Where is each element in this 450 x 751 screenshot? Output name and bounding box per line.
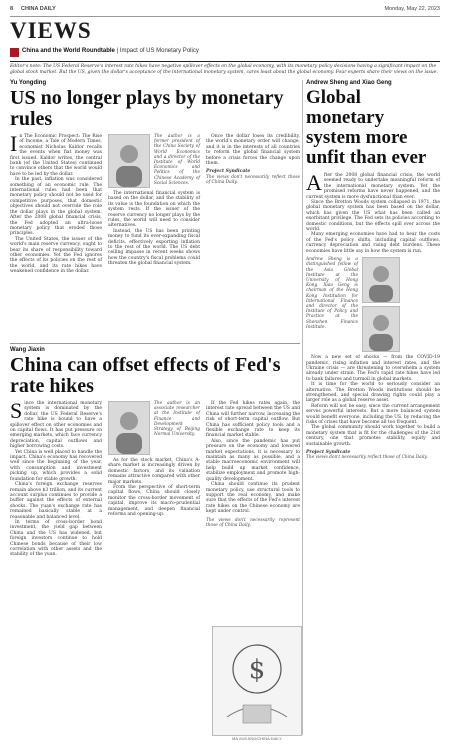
article1-disclaimer: The views don't necessarily reflect those of China Daily.: [206, 174, 300, 186]
person-icon: [109, 135, 149, 187]
article2-col-1: [10, 398, 102, 558]
article1-paragraph: Instead, the US has been printing money to fund its ever-expanding fiscal deficits, effectively exporting inflation to the rest of the world. The US debt ceiling impasse in recent weeks shows how the country's fiscal problems could threaten the global financial system.: [108, 228, 200, 267]
article3-bio: Andrew Sheng is a distinguished fellow of the Asia Global Institute at the University of Hong Kong. Xiao Geng is chairman of the Hong Kong Institution for International Finance and director of the Institute of Policy and Practice at the Shenzhen Finance Institute.: [306, 257, 358, 330]
article2-paragraph: China should continue its prudent monetary policy, use structural tools to support the real economy, and make sure that the effects of the Fed's interest rate hikes on the Chinese economy are kept under control.: [206, 482, 300, 515]
article1-col-2: [108, 134, 200, 267]
author-photo-sheng: [362, 257, 400, 303]
article2-paragraph: China's foreign exchange reserves remain above $3 trillion, and its current account surplus continues to provide a buffer against the effects of external shocks. The yuan's exchange rate has remained basically stable at a reasonable and balanced level.: [10, 482, 102, 520]
article1-body: [10, 131, 300, 339]
article3-paragraph: It is time for the world to seriously consider an alternative. The Bretton Woods institutions should be strengthened, and special drawing rights could play a larger role as a global reserve asset.: [306, 382, 440, 404]
article1-headline: US no longer plays by monetary rules: [10, 87, 284, 130]
person-icon: [109, 402, 149, 454]
article3-paragraph: Now a new set of shocks — from the COVID-19 pandemic, rising inflation and interest rates, and the Ukraine crisis — are threatening to overwhelm a system already under strain. The Fed's rapid rate hikes have led to bank failures and turmoil in global markets.: [306, 355, 440, 382]
person-icon: [363, 258, 399, 302]
article3-disclaimer: The views don't necessarily reflect those of China Daily.: [306, 455, 428, 461]
article2-col-3: [206, 401, 300, 528]
section-marker-icon: [10, 48, 19, 57]
article3-paragraph: The global community should work together to build a monetary system that is fit for the challenges of the 21st century, one that promotes stability, equity and sustainable growth.: [306, 425, 440, 447]
author-photo-xiao: [362, 306, 400, 352]
article2-byline: Wang Jiaxin: [10, 347, 45, 353]
article3-paragraph: Since the Bretton Woods system collapsed in 1971, the global monetary system has been based on the dollar, which has given the US what has been called an exorbitant privilege. The Fed sets its policies according to domestic conditions, but the effects spill over across the world.: [306, 200, 440, 233]
svg-text:$: $: [248, 655, 266, 685]
article1-bio: The author is a former president of the China Society of World Economics and a director of the Institute of World Economics and Politics of the Chinese Academy of Social Sciences.: [154, 134, 200, 186]
subtitle-bold: China and the World Roundtable: [22, 48, 115, 54]
section-subtitle-bar: [10, 47, 440, 59]
section-subtitle: [22, 48, 199, 54]
article1-source: Project Syndicate: [206, 169, 251, 175]
article2-paragraph: As for the stock market, China's A-share market is increasingly driven by domestic factors, and its valuation remains attractive compared with other major markets.: [108, 458, 200, 485]
article2-paragraph: If the Fed hikes rates again, the interest rate spread between the US and China will further narrow, increasing the risk of short-term capital outflow. But China has sufficient policy tools and a flexible exchange rate to keep its financial market stable.: [206, 401, 300, 439]
article2-headline: China can offset effects of Fed's rate hikes: [10, 354, 281, 397]
article3-paragraph: Many emerging economies have had to bear the costs of the Fed's policy shifts, including capital outflows, currency depreciation and rising debt burdens. These economies have little say in how the system is run.: [306, 232, 440, 254]
section-title: VIEWS: [10, 18, 92, 43]
editor-note: Editor's note: The US Federal Reserve's interest rate hikes have negative spillover effects on the global economy, with its monetary policy decisions having a significant impact on the global stock market. But the US, given the dollar's acceptance of the international monetary system, cares least about the global economy. Four experts share their views on the issue.: [10, 64, 438, 75]
editorial-cartoon: [212, 626, 302, 736]
article3-body: [306, 170, 440, 461]
article3-paragraph: Reform will not be easy, since the current arrangement serves powerful interests. But a more balanced system would benefit everyone, including the US, by reducing the risks of crises that have become all too frequent.: [306, 403, 440, 425]
article2-paragraph: ince the international monetary system is dominated by the dollar, the US Federal Reserve's rate hike is bound to have a spillover effect on other economies and on capital flows. It has put pressure on emerging markets, which face currency depreciation, capital outflows and higher borrowing costs.: [10, 401, 102, 450]
cartoon-illustration-icon: [213, 627, 301, 735]
cartoon-credit: MA XUEJING/CHINA DAILY: [232, 736, 282, 741]
article1-col-3: [206, 134, 300, 185]
article2-paragraph: In terms of cross-border bond investment, the yield gap between China and the US has widened, but foreign investors continue to hold Chinese bonds because of their low correlation with other assets and the stability of the yuan.: [10, 519, 102, 558]
article1-paragraph: The United States, the issuer of the world's main reserve currency, ought to bear its share of responsibility toward other economies. Yet the Fed ignores the effects of its policies on the rest of the world, and its rate hikes have weakened confidence in the dollar.: [10, 236, 102, 275]
article1-paragraph: Once the dollar loses its credibility, the world's monetary order will change, and it is in the interests of all countries to reform the global financial system before a crisis forces the change upon them.: [206, 134, 300, 167]
header-rule: [10, 61, 440, 62]
article3-dropcap: A: [306, 170, 322, 195]
article1-dropcap: I: [10, 131, 18, 156]
page-number: 8: [10, 6, 14, 12]
article2-paragraph: From the perspective of short-term capital flows, China should closely monitor the cross-border movement of capital, improve its macro-prudential management, and deepen financial reforms and opening-up.: [108, 485, 200, 518]
article2-col-2: [108, 401, 200, 517]
article1-byline: Yu Yongding: [10, 80, 47, 86]
author-photo-yu: [108, 134, 150, 188]
person-icon: [363, 307, 399, 351]
article3-byline: Andrew Sheng and Xiao Geng: [306, 80, 392, 86]
article2-dropcap: S: [10, 398, 23, 423]
subtitle-rest: | Impact of US Monetary Policy: [116, 48, 199, 54]
article2-disclaimer: The views don't necessarily represent those of China Daily.: [206, 517, 300, 528]
paper-name: CHINA DAILY: [21, 6, 56, 12]
article2-paragraph: Also, since the pandemic has put pressure on the economy and lowered market expectations, it is necessary to maintain as many as possible, and a stable macroeconomic environment will help build up market confidence, stabilize employment and promote high-quality development.: [206, 438, 300, 482]
article1-col-1: [10, 131, 102, 275]
article3-source: Project Syndicate: [306, 450, 351, 455]
article2-bio: The author is an associate researcher at the Institute of Finance and Development Strategy of Beijing Normal University.: [154, 401, 200, 438]
article1-paragraph: The international financial system is based on the dollar, and the stability of its value is the foundation on which the system rests. If the issuer of the reserve currency no longer plays by the rules, the world will need to consider alternatives.: [108, 191, 200, 229]
article2-paragraph: Yet China is well placed to handle the impact. China's economy has recovered well since the beginning of the year, with consumption and investment picking up, which provides a solid foundation for stable growth.: [10, 449, 102, 482]
article3-headline: Global monetary system more unfit than ever: [306, 87, 427, 168]
column-separator: [302, 80, 303, 735]
article3-paragraph: fter the 2008 global financial crisis, the world seemed ready to undertake meaningful reform of the international monetary system. Yet the promised reforms have never happened, and the current system is more dysfunctional than ever.: [306, 173, 440, 200]
article1-paragraph: n The Economic Prospect: The Rise of Income, a Tale of Modern Times, economist Nicholas Kaldor recalls the events when fiat money was first issued. Kaldor writes, the central bank (of the United States) continued to convince others that the world would have to be led by the dollar.: [10, 134, 102, 177]
author-photo-wang: [108, 401, 150, 455]
issue-date: Monday, May 22, 2023: [384, 6, 440, 12]
page-header: [10, 4, 440, 17]
article1-paragraph: In the past, inflation was considered something of an economic rule. The international rules had been that monetary policy should not be used for competitive purposes, that domestic objectives should not override the role the dollar plays in the global system. After the 2008 global financial crisis, the Fed adopted an ultra-loose monetary policy that eroded those principles.: [10, 177, 102, 237]
right-column: [306, 80, 440, 461]
